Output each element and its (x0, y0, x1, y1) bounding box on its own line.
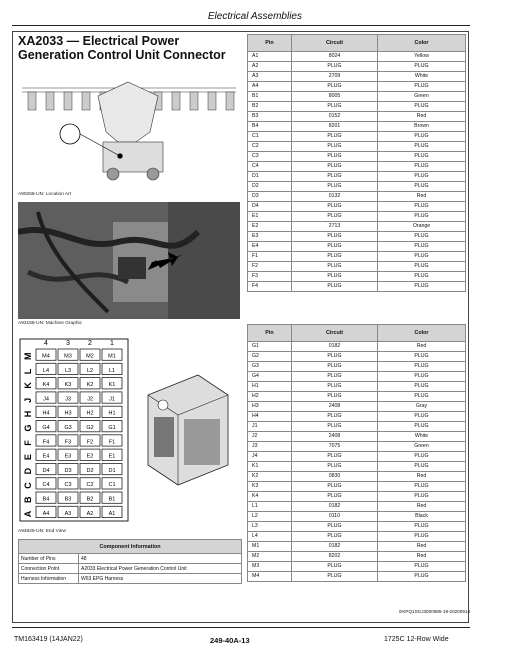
circuit-cell: 0152 (292, 112, 378, 122)
row-label: J (23, 397, 33, 403)
table-row (248, 572, 466, 582)
color-cell: PLUG (378, 562, 466, 572)
table-row (248, 392, 466, 402)
color-cell: PLUG (378, 422, 466, 432)
color-cell: Orange (378, 222, 466, 232)
table-row (248, 532, 466, 542)
pin-cavity-label: K2 (86, 382, 94, 389)
table-row (248, 142, 466, 152)
pin-cavity-label: J3 (65, 396, 71, 403)
color-cell: Black (378, 512, 466, 522)
pin-cell: B4 (248, 122, 292, 132)
pin-cell: F4 (248, 282, 292, 292)
circuit-cell: PLUG (292, 142, 378, 152)
pin-cavity-label: K3 (64, 382, 72, 389)
circuit-cell: 0182 (292, 542, 378, 552)
color-cell: PLUG (378, 462, 466, 472)
pin-cavity-label: H2 (86, 410, 94, 417)
color-cell: PLUG (378, 102, 466, 112)
table-row (248, 362, 466, 372)
pin-cell: D1 (248, 172, 292, 182)
circuit-cell: 8202 (292, 552, 378, 562)
circuit-cell: 2709 (292, 72, 378, 82)
pin-cell: J1 (248, 422, 292, 432)
pin-header: Pin (248, 35, 292, 52)
table-row (248, 502, 466, 512)
circuit-cell: PLUG (292, 392, 378, 402)
pin-cavity-label: M3 (64, 353, 72, 360)
pin-cell: B3 (248, 112, 292, 122)
table-row (248, 472, 466, 482)
table-row (248, 402, 466, 412)
pin-cell: C1 (248, 132, 292, 142)
column-label: 4 (44, 340, 48, 347)
circuit-cell: PLUG (292, 362, 378, 372)
column-label: 2 (88, 340, 92, 347)
pin-cavity-label: G1 (108, 425, 116, 431)
pin-cell: K3 (248, 482, 292, 492)
circuit-cell: PLUG (292, 202, 378, 212)
machine-caption: A93158-UN: Machine Graphic (18, 321, 82, 326)
pin-cell: K1 (248, 462, 292, 472)
color-cell: PLUG (378, 482, 466, 492)
table-row (248, 102, 466, 112)
footer-page-number: 249-40A-13 (210, 636, 250, 645)
circuit-cell: PLUG (292, 82, 378, 92)
pin-cavity-label: J4 (43, 396, 49, 403)
color-cell: PLUG (378, 202, 466, 212)
table-row (248, 422, 466, 432)
pin-cell: L3 (248, 522, 292, 532)
machine-photo-image (18, 202, 240, 319)
table-row (248, 242, 466, 252)
pin-cell: B2 (248, 102, 292, 112)
pin-cavity-label: F3 (64, 439, 72, 446)
pin-cell: A3 (248, 72, 292, 82)
circuit-cell: PLUG (292, 272, 378, 282)
color-cell: PLUG (378, 352, 466, 362)
color-cell: PLUG (378, 182, 466, 192)
pin-cell: K2 (248, 472, 292, 482)
color-cell: PLUG (378, 492, 466, 502)
table-row (248, 62, 466, 72)
color-cell: Red (378, 112, 466, 122)
color-cell: PLUG (378, 522, 466, 532)
page-header (12, 8, 470, 26)
footer-tm: TM163419 (14JAN22) (14, 636, 83, 643)
pin-cell: J4 (248, 452, 292, 462)
circuit-cell: PLUG (292, 562, 378, 572)
color-cell: Brown (378, 122, 466, 132)
circuit-cell: PLUG (292, 572, 378, 582)
pin-cell: E2 (248, 222, 292, 232)
pin-cavity-label: E2 (86, 453, 94, 460)
circuit-cell: PLUG (292, 62, 378, 72)
component-info-table (18, 539, 242, 584)
pin-cell: H1 (248, 382, 292, 392)
row-label: K (23, 382, 33, 389)
table-row (248, 152, 466, 162)
table-row (248, 542, 466, 552)
circuit-cell: PLUG (292, 532, 378, 542)
pin-cavity-label: A1 (108, 510, 116, 517)
table-row (248, 462, 466, 472)
pin-cell: K4 (248, 492, 292, 502)
info-label: Number of Pins (19, 554, 79, 564)
color-cell: PLUG (378, 152, 466, 162)
pin-cavity-label: M4 (42, 353, 50, 360)
pin-cell: H2 (248, 392, 292, 402)
circuit-cell: PLUG (292, 412, 378, 422)
pin-cavity-label: E4 (42, 453, 50, 460)
table-row (248, 112, 466, 122)
table-row (19, 574, 242, 584)
table-row (248, 272, 466, 282)
location-caption: A90258-UN: Location Art (18, 192, 72, 197)
table-row (248, 492, 466, 502)
table-row (248, 412, 466, 422)
machine-photo (18, 202, 240, 319)
page-title: XA2033 — Electrical Power Generation Control Unit Connector (18, 34, 226, 62)
color-cell: PLUG (378, 82, 466, 92)
pin-cavity-label: H3 (64, 410, 72, 417)
circuit-cell: PLUG (292, 102, 378, 112)
circuit-header: Circuit (292, 35, 378, 52)
table-row (248, 432, 466, 442)
pin-cell: E3 (248, 232, 292, 242)
pin-cell: G1 (248, 342, 292, 352)
pin-cell: F3 (248, 272, 292, 282)
circuit-cell: PLUG (292, 422, 378, 432)
table-row (248, 212, 466, 222)
circuit-cell: PLUG (292, 252, 378, 262)
pin-cell: G4 (248, 372, 292, 382)
color-header: Color (378, 325, 466, 342)
circuit-cell: PLUG (292, 282, 378, 292)
pin-cell: G2 (248, 352, 292, 362)
table-row (248, 222, 466, 232)
circuit-cell: PLUG (292, 152, 378, 162)
color-cell: PLUG (378, 362, 466, 372)
pin-cavity-label: B2 (86, 496, 94, 503)
pin-cell: H4 (248, 412, 292, 422)
pin-cell: A2 (248, 62, 292, 72)
color-cell: PLUG (378, 132, 466, 142)
table-row (248, 262, 466, 272)
info-label: Connection Point (19, 564, 79, 574)
pin-cavity-label: C2 (86, 482, 94, 489)
color-cell: PLUG (378, 242, 466, 252)
circuit-cell: PLUG (292, 132, 378, 142)
pin-cell: M2 (248, 552, 292, 562)
pin-cell: C2 (248, 142, 292, 152)
color-cell: PLUG (378, 172, 466, 182)
table-row (248, 252, 466, 262)
column-label: 3 (66, 340, 70, 347)
table-row (248, 552, 466, 562)
pin-cell: G3 (248, 362, 292, 372)
color-cell: Green (378, 92, 466, 102)
pin-cavity-label: C3 (64, 482, 72, 489)
column-label: 1 (110, 340, 114, 347)
info-value: 48 (79, 554, 242, 564)
table-row (248, 232, 466, 242)
color-cell: White (378, 432, 466, 442)
row-label: H (23, 410, 33, 418)
row-label: D (23, 467, 33, 475)
color-cell: Red (378, 542, 466, 552)
color-cell: Red (378, 192, 466, 202)
circuit-cell: PLUG (292, 242, 378, 252)
table-row (248, 92, 466, 102)
pin-cavity-label: D2 (86, 467, 94, 474)
table-row (248, 352, 466, 362)
circuit-cell: PLUG (292, 352, 378, 362)
table-row (248, 172, 466, 182)
pin-cell: B1 (248, 92, 292, 102)
pin-cavity-label: K1 (108, 382, 116, 389)
pin-cavity-label: B1 (108, 496, 116, 503)
table-row (248, 512, 466, 522)
color-header: Color (378, 35, 466, 52)
color-cell: PLUG (378, 212, 466, 222)
pin-cavity-label: C4 (42, 482, 50, 489)
info-value: W63 EPG Harness (79, 574, 242, 584)
color-cell: Red (378, 342, 466, 352)
table-row (19, 554, 242, 564)
color-cell: PLUG (378, 252, 466, 262)
pin-cell: L4 (248, 532, 292, 542)
pin-cavity-label: K4 (42, 382, 50, 389)
circuit-cell: 2408 (292, 402, 378, 412)
pin-cell: F2 (248, 262, 292, 272)
pin-cavity-label: M1 (108, 353, 116, 360)
color-cell: PLUG (378, 572, 466, 582)
circuit-cell: PLUG (292, 492, 378, 502)
pin-cavity-label: G2 (86, 425, 94, 431)
table-row (248, 122, 466, 132)
pin-cavity-label: L2 (86, 367, 94, 374)
circuit-cell: 8005 (292, 92, 378, 102)
color-cell: Green (378, 442, 466, 452)
pin-cavity-label: D4 (42, 467, 50, 474)
circuit-cell: 0182 (292, 342, 378, 352)
pin-cell: D4 (248, 202, 292, 212)
table-row (248, 282, 466, 292)
color-cell: Yellow (378, 52, 466, 62)
pin-cavity-label: D1 (108, 467, 116, 474)
table-row (248, 342, 466, 352)
circuit-cell: 2408 (292, 432, 378, 442)
color-cell: PLUG (378, 282, 466, 292)
pin-cell: L1 (248, 502, 292, 512)
document-id: EKPQ1SGJ3000585-19-20200914 (399, 609, 470, 614)
table-row (248, 442, 466, 452)
table-row (248, 52, 466, 62)
color-cell: PLUG (378, 392, 466, 402)
pin-cavity-label: F2 (86, 439, 94, 446)
row-label: F (23, 440, 33, 446)
pin-cell: J3 (248, 442, 292, 452)
table-row (248, 82, 466, 92)
table-row (19, 564, 242, 574)
pin-cavity-label: M2 (86, 353, 94, 360)
table-row (248, 202, 466, 212)
circuit-cell: PLUG (292, 482, 378, 492)
circuit-header: Circuit (292, 325, 378, 342)
planter-illustration (18, 62, 240, 190)
circuit-cell: PLUG (292, 262, 378, 272)
pin-header: Pin (248, 325, 292, 342)
pin-cavity-label: G3 (64, 425, 72, 431)
table-row (248, 182, 466, 192)
circuit-cell: PLUG (292, 372, 378, 382)
footer-rule (12, 627, 470, 628)
color-cell: PLUG (378, 372, 466, 382)
pin-cell: A1 (248, 52, 292, 62)
color-cell: PLUG (378, 162, 466, 172)
pin-cell: E1 (248, 212, 292, 222)
pin-cell: M4 (248, 572, 292, 582)
pin-cell: D2 (248, 182, 292, 192)
circuit-cell: PLUG (292, 232, 378, 242)
pin-cavity-label: A4 (42, 510, 50, 517)
color-cell: Gray (378, 402, 466, 412)
component-info-heading: Component Information (19, 540, 242, 554)
row-label: A (23, 510, 33, 518)
color-cell: PLUG (378, 62, 466, 72)
table-row (248, 372, 466, 382)
row-label: E (23, 454, 33, 461)
circuit-cell: 0830 (292, 472, 378, 482)
row-label: B (23, 496, 33, 503)
color-cell: PLUG (378, 272, 466, 282)
color-cell: PLUG (378, 412, 466, 422)
pin-cavity-label: J1 (109, 396, 115, 403)
circuit-cell: PLUG (292, 462, 378, 472)
pin-cavity-label: E1 (108, 453, 116, 460)
circuit-cell: PLUG (292, 382, 378, 392)
pin-cavity-label: H1 (108, 410, 116, 417)
pin-cavity-label: J2 (87, 396, 93, 403)
pin-table-g-m (247, 324, 466, 582)
circuit-cell: PLUG (292, 522, 378, 532)
table-row (248, 522, 466, 532)
circuit-cell: PLUG (292, 182, 378, 192)
color-cell: Red (378, 502, 466, 512)
row-label: G (23, 424, 33, 432)
row-label: C (23, 482, 33, 489)
table-row (248, 452, 466, 462)
color-cell: Red (378, 472, 466, 482)
pin-cell: E4 (248, 242, 292, 252)
color-cell: PLUG (378, 232, 466, 242)
end-view-figure (18, 335, 240, 525)
table-row (248, 162, 466, 172)
connector-end-view (18, 335, 240, 525)
section-title: Electrical Assemblies (207, 11, 302, 22)
table-row (248, 132, 466, 142)
color-cell: PLUG (378, 142, 466, 152)
pin-cavity-label: F1 (108, 439, 116, 446)
circuit-cell: 0182 (292, 502, 378, 512)
color-cell: White (378, 72, 466, 82)
circuit-cell: 7075 (292, 442, 378, 452)
table-row (248, 192, 466, 202)
pin-cavity-label: H4 (42, 410, 50, 417)
pin-cavity-label: F4 (42, 439, 50, 446)
circuit-cell: 2713 (292, 222, 378, 232)
pin-cavity-label: A2 (86, 510, 94, 517)
table-row (248, 562, 466, 572)
color-cell: PLUG (378, 532, 466, 542)
pin-cell: D3 (248, 192, 292, 202)
circuit-cell: 0110 (292, 512, 378, 522)
pin-table-a-f (247, 34, 466, 292)
pin-cell: A4 (248, 82, 292, 92)
pin-cavity-label: D3 (64, 467, 72, 474)
pin-cavity-label: E3 (64, 453, 72, 460)
color-cell: PLUG (378, 262, 466, 272)
color-cell: Red (378, 552, 466, 562)
pin-cell: J2 (248, 432, 292, 442)
row-label: L (23, 368, 33, 375)
info-value: A2033 Electrical Power Generation Control Unit (79, 564, 242, 574)
circuit-cell: PLUG (292, 212, 378, 222)
circuit-cell: PLUG (292, 172, 378, 182)
pin-cell: M1 (248, 542, 292, 552)
table-row (248, 482, 466, 492)
color-cell: PLUG (378, 452, 466, 462)
pin-cell: C4 (248, 162, 292, 172)
color-cell: PLUG (378, 382, 466, 392)
pin-cavity-label: C1 (108, 482, 116, 489)
table-row (248, 382, 466, 392)
endview-caption: A94829-UN: End View (18, 529, 66, 534)
pin-cell: H3 (248, 402, 292, 412)
pin-cavity-label: G4 (42, 425, 50, 431)
circuit-cell: 0132 (292, 192, 378, 202)
circuit-cell: 8201 (292, 122, 378, 132)
pin-cell: M3 (248, 562, 292, 572)
info-label: Harness Information (19, 574, 79, 584)
circuit-cell: PLUG (292, 162, 378, 172)
location-art-figure (18, 62, 240, 190)
circuit-cell: 8024 (292, 52, 378, 62)
row-label: M (23, 352, 33, 360)
circuit-cell: PLUG (292, 452, 378, 462)
pin-cell: F1 (248, 252, 292, 262)
pin-cavity-label: B4 (42, 496, 50, 503)
footer-model: 1725C 12-Row Wide (384, 636, 449, 643)
pin-cell: C3 (248, 152, 292, 162)
table-row (248, 72, 466, 82)
pin-cell: L2 (248, 512, 292, 522)
pin-cavity-label: B3 (64, 496, 72, 503)
pin-cavity-label: L1 (108, 367, 116, 374)
pin-cavity-label: L3 (64, 367, 72, 374)
pin-cavity-label: A3 (64, 510, 72, 517)
pin-cavity-label: L4 (42, 367, 50, 374)
